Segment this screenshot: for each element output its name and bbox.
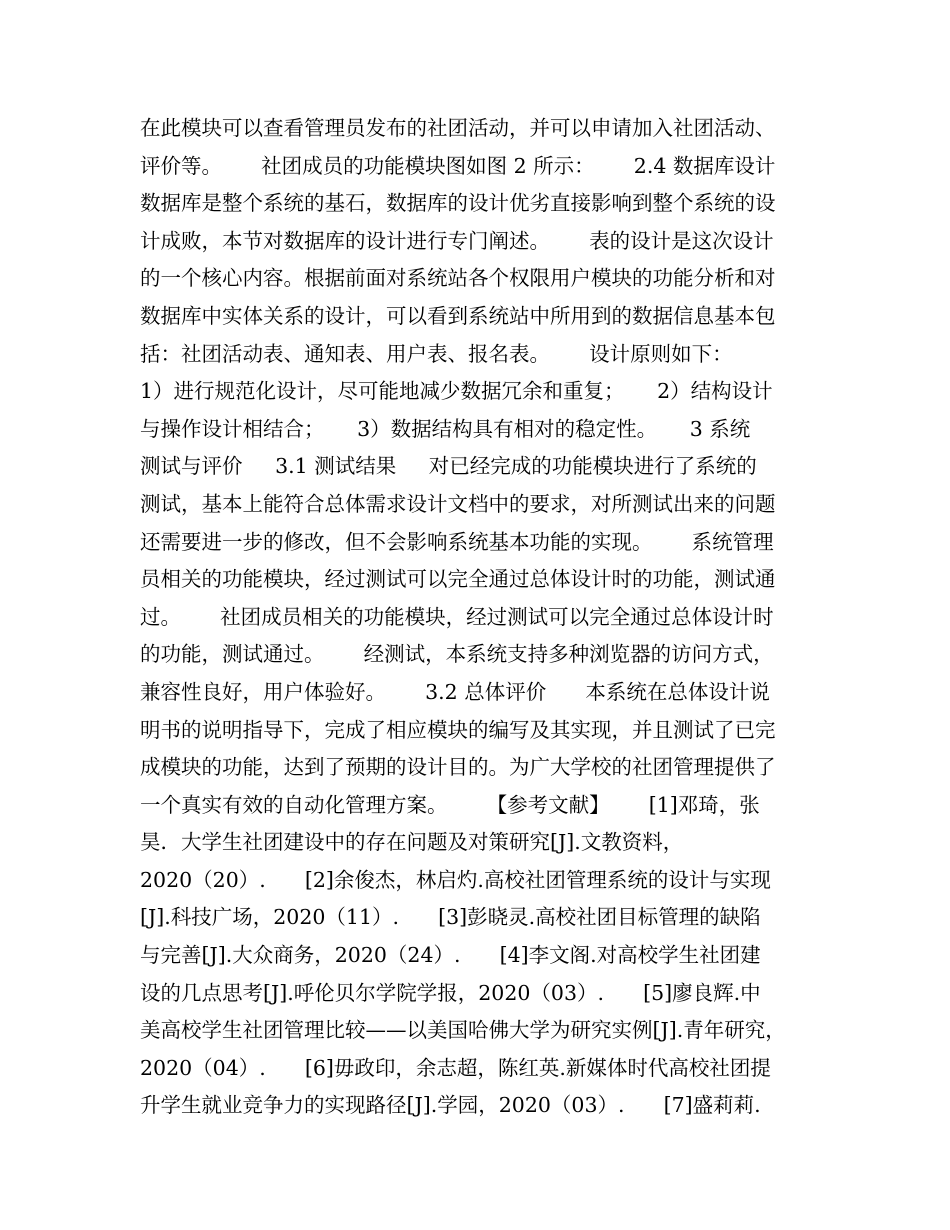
text-line: 明书的说明指导下，完成了相应模块的编写及其实现，并且测试了已完 <box>140 717 776 742</box>
text-line: 还需要进一步的修改，但不会影响系统基本功能的实现。 系统管理 <box>140 529 774 554</box>
text-line: 与操作设计相结合； 3）数据结构具有相对的稳定性。 3 系统 <box>140 416 751 441</box>
text-line: 评价等。 社团成员的功能模块图如图 2 所示： 2.4 数据库设计 <box>140 153 776 178</box>
text-line: 员相关的功能模块，经过测试可以完全通过总体设计时的功能，测试通 <box>140 567 776 592</box>
text-line: 计成败，本节对数据库的设计进行专门阐述。 表的设计是这次设计 <box>140 228 774 253</box>
text-line: 数据库是整个系统的基石，数据库的设计优劣直接影响到整个系统的设 <box>140 191 776 216</box>
text-line: 升学生就业竞争力的实现路径[J].学园，2020（03）. [7]盛莉莉. <box>140 1093 761 1118</box>
text-line: 一个真实有效的自动化管理方案。 【参考文献】 [1]邓琦，张 <box>140 792 760 817</box>
text-line: 过。 社团成员相关的功能模块，经过测试可以完全通过总体设计时 <box>140 604 774 629</box>
text-line: 测试与评价 3.1 测试结果 对已经完成的功能模块进行了系统的 <box>140 454 757 479</box>
text-line: 设的几点思考[J].呼伦贝尔学院学报，2020（03）. [5]廖良辉.中 <box>140 980 761 1005</box>
text-line: 2020（04）. [6]毋政印，余志超，陈红英.新媒体时代高校社团提 <box>140 1055 771 1080</box>
text-line: 美高校学生社团管理比较——以美国哈佛大学为研究实例[J].青年研究， <box>140 1018 786 1043</box>
text-line: 在此模块可以查看管理员发布的社团活动，并可以申请加入社团活动、 <box>140 116 776 140</box>
text-line: 与完善[J].大众商务，2020（24）. [4]李文阁.对高校学生社团建 <box>140 943 761 968</box>
body-text <box>140 110 820 1125</box>
text-line: 昊．大学生社团建设中的存在问题及对策研究[J].文教资料， <box>140 830 684 855</box>
text-line: 括：社团活动表、通知表、用户表、报名表。 设计原则如下： <box>140 341 733 366</box>
text-line: 的一个核心内容。根据前面对系统站各个权限用户模块的功能分析和对 <box>140 266 776 291</box>
text-line: 兼容性良好，用户体验好。 3.2 总体评价 本系统在总体设计说 <box>140 679 770 704</box>
text-line: 的功能，测试通过。 经测试，本系统支持多种浏览器的访问方式， <box>140 642 774 667</box>
text-line: 1）进行规范化设计，尽可能地减少数据冗余和重复； 2）结构设计 <box>140 379 773 404</box>
text-line: [J].科技广场，2020（11）. [3]彭晓灵.高校社团目标管理的缺陷 <box>140 905 761 930</box>
text-line: 2020（20）. [2]余俊杰，林启灼.高校社团管理系统的设计与实现 <box>140 867 771 892</box>
text-line: 成模块的功能，达到了预期的设计目的。为广大学校的社团管理提供了 <box>140 755 776 780</box>
text-line: 测试，基本上能符合总体需求设计文档中的要求，对所测试出来的问题 <box>140 491 776 516</box>
text-line: 数据库中实体关系的设计，可以看到系统站中所用到的数据信息基本包 <box>140 303 776 328</box>
